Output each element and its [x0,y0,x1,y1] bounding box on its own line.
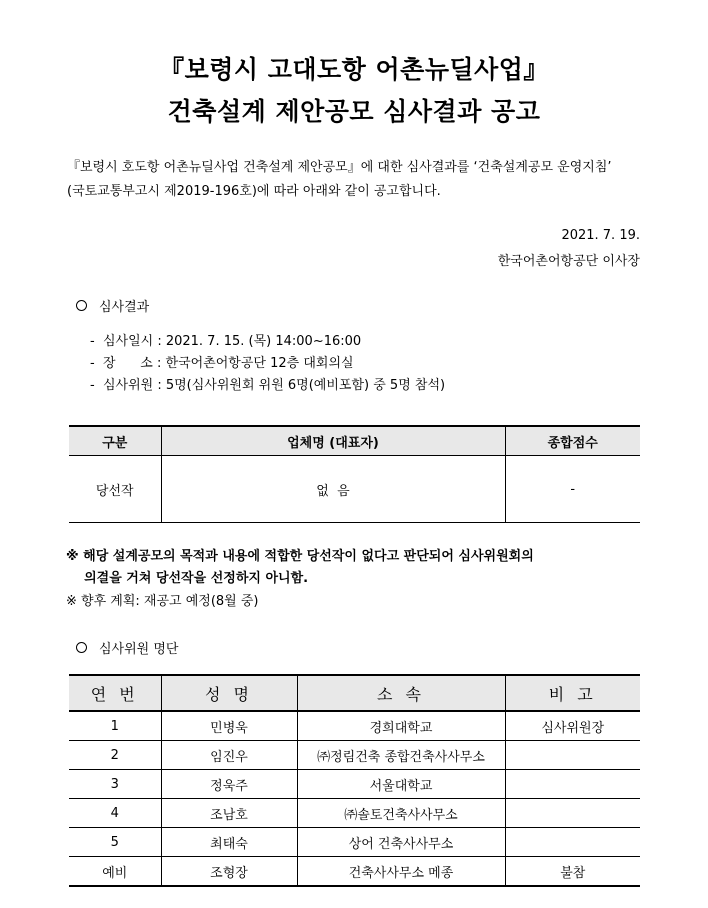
members-section-heading [76,638,178,657]
cell-affiliation: 경희대학교 [297,711,505,741]
title-line-1: 『보령시 고대도항 어촌뉴딜사업』 [159,55,549,84]
members-table [69,674,640,887]
cell-remarks [505,770,640,799]
note-main-line-1: ※ 해당 설계공모의 목적과 내용에 적합한 당선작이 없다고 판단되어 심사위원회의 [66,549,534,564]
cell-score: - [505,456,640,523]
intro-line-1: 『보령시 호도항 어촌뉴딜사업 건축설계 제안공모』에 대한 심사결과를 ‘건축설계공모 운영지침’ [67,160,612,175]
result-table [69,425,640,523]
cell-category: 당선작 [69,456,161,523]
cell-number: 1 [69,711,161,741]
note-plan: ※ 향후 계획: 재공고 예정(8월 중) [66,594,259,609]
review-members: - 심사위원 : 5명(심사위원회 위원 6명(예비포함) 중 5명 참석) [90,378,446,393]
cell-name: 조남호 [161,799,297,828]
table-row [69,741,640,770]
header-name: 성 명 [161,675,297,711]
cell-name: 최태숙 [161,828,297,857]
header-company: 업체명 (대표자) [161,426,505,456]
cell-number: 5 [69,828,161,857]
cell-number: 예비 [69,857,161,887]
result-table-header [69,426,640,456]
cell-name: 정욱주 [161,770,297,799]
cell-affiliation: ㈜솔토건축사사무소 [297,799,505,828]
notice-date: 2021. 7. 19. [561,228,640,243]
cell-affiliation: ㈜정림건축 종합건축사사무소 [297,741,505,770]
header-category: 구분 [69,426,161,456]
cell-number: 3 [69,770,161,799]
cell-name: 조형장 [161,857,297,887]
cell-company: 없 음 [161,456,505,523]
note-main [66,546,534,590]
cell-remarks [505,799,640,828]
cell-remarks [505,741,640,770]
header-remarks: 비 고 [505,675,640,711]
result-section-heading [76,296,149,315]
note-main-line-2: 의결을 거쳐 당선작을 선정하지 아니함. [66,571,309,586]
cell-affiliation: 상어 건축사사무소 [297,828,505,857]
cell-number: 2 [69,741,161,770]
header-number: 연 번 [69,675,161,711]
review-location: - 장 소 : 한국어촌어항공단 12층 대회의실 [90,356,354,371]
header-score: 종합점수 [505,426,640,456]
cell-remarks: 심사위원장 [505,711,640,741]
cell-name: 임진우 [161,741,297,770]
table-row [69,711,640,741]
table-row [69,770,640,799]
cell-affiliation: 건축사사무소 메종 [297,857,505,887]
table-row [69,857,640,887]
review-datetime: - 심사일시 : 2021. 7. 15. (목) 14:00~16:00 [90,334,362,349]
header-affiliation: 소 속 [297,675,505,711]
members-heading-text: 심사위원 명단 [99,642,179,657]
table-row [69,828,640,857]
circle-bullet-icon [76,300,87,311]
issuer: 한국어촌어항공단 이사장 [497,254,640,269]
intro-line-2: (국토교통부고시 제2019-196호)에 따라 아래와 같이 공고합니다. [67,184,441,199]
cell-remarks [505,828,640,857]
circle-bullet-icon [76,642,87,653]
cell-affiliation: 서울대학교 [297,770,505,799]
table-row [69,799,640,828]
cell-number: 4 [69,799,161,828]
cell-remarks: 불참 [505,857,640,887]
title-line-2: 건축설계 제안공모 심사결과 공고 [167,97,541,126]
table-row [69,456,640,523]
cell-name: 민병욱 [161,711,297,741]
members-table-header [69,675,640,711]
result-heading-text: 심사결과 [99,300,150,315]
